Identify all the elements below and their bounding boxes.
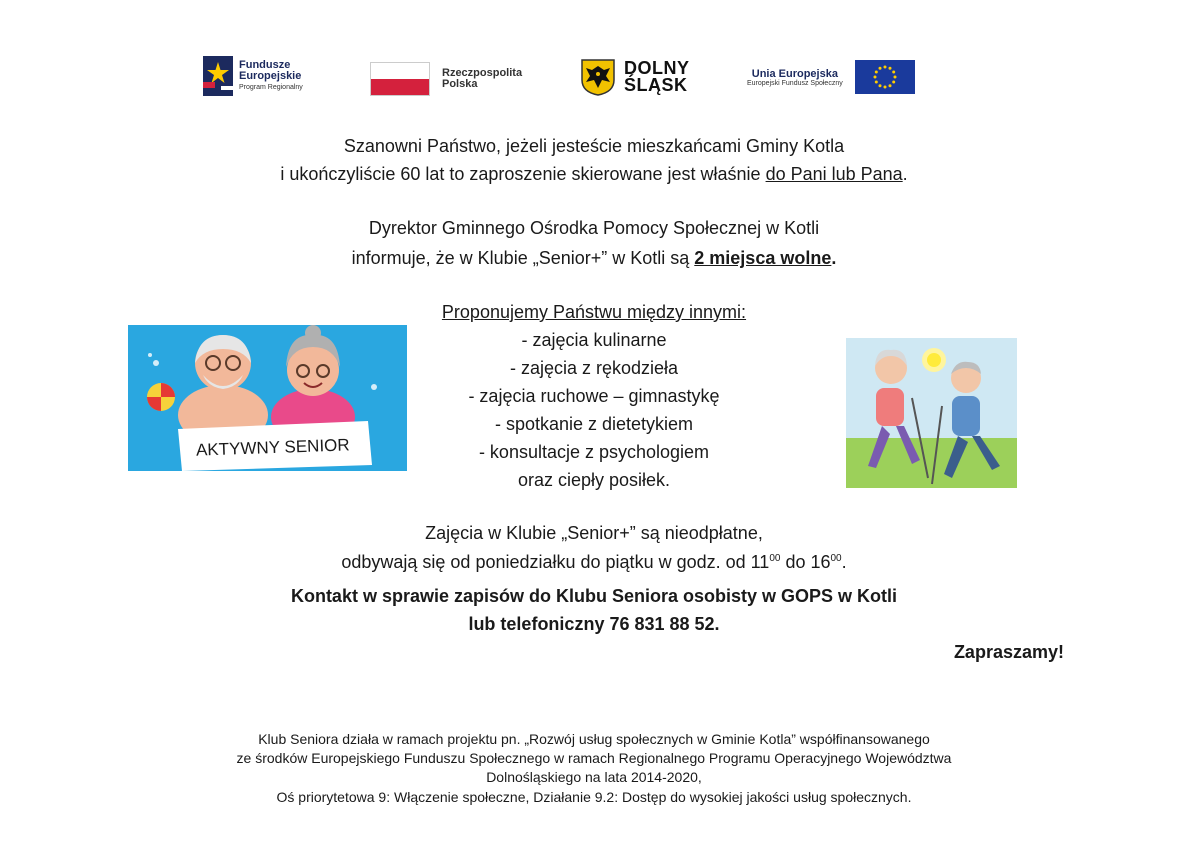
ue-line2: Europejski Fundusz Społeczny (747, 79, 843, 87)
contact-line2: lub telefoniczny 76 831 88 52. (468, 614, 720, 634)
rzeczpospolita-logo (370, 62, 522, 96)
ds-line1: DOLNY (624, 58, 690, 78)
director-line1: Dyrektor Gminnego Ośrodka Pomocy Społecznej w Kotli (368, 218, 820, 238)
fe-line2: Europejskie (239, 69, 302, 82)
footer-line2: ze środków Europejskiego Funduszu Społecznego w ramach Regionalnego Programu Operacyjnego Województwa (236, 750, 952, 766)
schedule-line1: Zajęcia w Klubie „Senior+” są nieodpłatne, (425, 523, 763, 543)
offer-item: oraz ciepły posiłek. (517, 470, 671, 490)
offer-item: - zajęcia kulinarne (521, 330, 667, 350)
fe-star-icon (203, 56, 233, 96)
intro-line2: i ukończyliście 60 lat to zaproszenie skierowane jest właśnie do Pani lub Pana. (280, 164, 908, 184)
rp-line1: Rzeczpospolita (442, 67, 523, 79)
director-line2: informuje, że w Klubie „Senior+” w Kotli są 2 miejsca wolne. (351, 248, 837, 268)
logo-bar (0, 52, 1188, 104)
eu-flag-icon (855, 60, 915, 94)
dolny-slask-logo (580, 58, 690, 96)
offer-item: - zajęcia z rękodzieła (509, 358, 679, 378)
offer-item: - konsultacje z psychologiem (478, 442, 710, 462)
footer-line1: Klub Seniora działa w ramach projektu pn. „Rozwój usług społecznych w Gminie Kotla” współfinansowanego (258, 731, 930, 747)
aktywny-senior-sign-text: AKTYWNY SENIOR (195, 435, 350, 460)
nordic-walking-illustration (846, 338, 1017, 488)
contact-line1: Kontakt w sprawie zapisów do Klubu Seniora osobisty w GOPS w Kotli (290, 586, 898, 606)
offer-item: - spotkanie z dietetykiem (494, 414, 694, 434)
offer-heading: Proponujemy Państwu między innymi: (441, 302, 747, 322)
intro-line1: Szanowni Państwo, jeżeli jesteście mieszkańcami Gminy Kotla (343, 136, 845, 156)
ds-line2: ŚLĄSK (624, 75, 688, 95)
schedule-line2: odbywają się od poniedziałku do piątku w godz. od $11^{00}$ do $16^{00}$. (341, 552, 847, 572)
offer-item: - zajęcia ruchowe – gimnastykę (468, 386, 720, 406)
footer-line4: Oś priorytetowa 9: Włączenie społeczne, Działanie 9.2: Dostęp do wysokiej jakości usług społecznych. (276, 789, 912, 805)
rp-line2: Polska (442, 78, 478, 90)
ue-line1: Unia Europejska (751, 67, 838, 80)
fundusze-europejskie-logo (203, 56, 303, 96)
unia-europejska-logo (747, 60, 915, 94)
polish-flag-icon (370, 62, 430, 96)
eagle-crest-icon (580, 58, 616, 96)
fe-line3: Program Regionalny (239, 83, 303, 91)
invite-text: Zapraszamy! (953, 642, 1064, 662)
aktywny-senior-illustration (128, 325, 407, 471)
fe-line1: Fundusze (239, 58, 291, 71)
footer-line3: Dolnośląskiego na lata 2014-2020, (486, 769, 702, 785)
